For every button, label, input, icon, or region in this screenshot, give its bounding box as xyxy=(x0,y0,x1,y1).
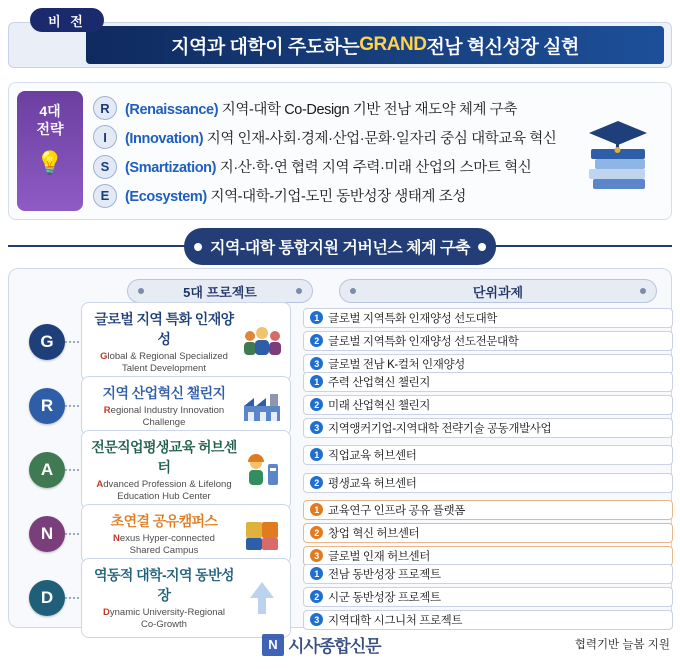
graduation-books-illustration xyxy=(573,105,663,201)
task-item[interactable] xyxy=(303,564,673,584)
connector-d xyxy=(65,597,79,599)
task-number: 1 xyxy=(310,448,323,461)
task-label: 글로벌 지역특화 인재양성 선도대학 xyxy=(328,312,498,325)
column-header-projects: 5대 프로젝트 xyxy=(127,279,313,303)
task-list-r xyxy=(303,372,673,441)
task-label: 지역앵커기업-지역대학 전략기술 공동개발사업 xyxy=(328,422,552,435)
project-sub2-g: Talent Development xyxy=(122,363,206,374)
project-title-n: 초연결 공유캠퍼스 xyxy=(110,513,218,530)
task-number: 2 xyxy=(310,476,323,489)
task-list-n xyxy=(303,500,673,569)
strategy-letter-s: S xyxy=(93,155,117,179)
project-row-r xyxy=(9,375,673,437)
project-sub1-n: exus Hyper-connected xyxy=(119,533,215,545)
project-sub-hl-n: N xyxy=(113,533,120,545)
project-sub2-a: Education Hub Center xyxy=(117,491,211,502)
task-item[interactable] xyxy=(303,546,673,566)
strategy-letter-r: R xyxy=(93,96,117,120)
project-row-n xyxy=(9,503,673,565)
task-list-a xyxy=(303,445,673,496)
project-title-r: 지역 산업혁신 챌린지 xyxy=(102,385,226,402)
task-number: 1 xyxy=(310,503,323,516)
footer-note: 협력기반 늘봄 지원 xyxy=(574,639,670,651)
strategy-kor-i: 지역 인재-사회·경제·산업·문화·일자리 중심 대학교육 혁신 xyxy=(203,130,557,147)
strategy-kor-e: 지역-대학-기업-도민 동반성장 생태계 조성 xyxy=(206,189,466,206)
watermark-text: 시사종합신문 xyxy=(288,637,381,656)
strategy-eng-e: (Ecosystem) xyxy=(125,189,207,206)
task-label: 시군 동반성장 프로젝트 xyxy=(328,591,441,604)
governance-title: 지역-대학 통합지원 거버넌스 체계 구축 xyxy=(184,228,496,265)
project-sub1-r: egional Industry Innovation xyxy=(110,405,225,417)
project-row-a xyxy=(9,439,673,501)
strategy-section xyxy=(8,82,672,220)
watermark xyxy=(262,632,381,657)
task-label: 지역대학 시그니처 프로젝트 xyxy=(328,614,463,627)
project-sub1-a: dvanced Profession & Lifelong xyxy=(103,479,232,491)
task-number: 2 xyxy=(310,590,323,603)
governance-title-bar xyxy=(8,228,672,264)
project-card-d[interactable] xyxy=(81,558,291,638)
task-item[interactable] xyxy=(303,610,673,630)
project-letter-a: A xyxy=(29,452,65,488)
project-title-d: 역동적 대학-지역 동반성장 xyxy=(94,567,234,604)
worker-icon xyxy=(240,450,284,490)
task-item[interactable] xyxy=(303,473,673,493)
strategy-item-s xyxy=(93,154,563,180)
task-number: 1 xyxy=(310,311,323,324)
strategy-label-line1: 4대 xyxy=(39,103,61,119)
project-sub-hl-d: D xyxy=(103,607,110,619)
project-row-d xyxy=(9,567,673,629)
vision-title-pre: 지역과 대학이 주도하는 xyxy=(171,36,360,58)
task-label: 글로벌 인재 허브센터 xyxy=(328,550,430,563)
connector-g xyxy=(65,341,79,343)
task-item[interactable] xyxy=(303,372,673,392)
strategy-kor-r: 지역-대학 Co-Design 기반 전남 재도약 체계 구축 xyxy=(218,101,517,118)
project-letter-g: G xyxy=(29,324,65,360)
strategy-item-e xyxy=(93,183,563,209)
vision-header xyxy=(8,8,672,70)
project-letter-d: D xyxy=(29,580,65,616)
lightbulb-icon: 💡 xyxy=(36,150,64,175)
puzzle-icon xyxy=(240,514,284,554)
project-sub2-d: Co-Growth xyxy=(141,619,187,630)
vision-title-accent: GRAND xyxy=(359,34,427,55)
project-row-g xyxy=(9,311,673,373)
project-card-g[interactable] xyxy=(81,302,291,382)
task-item[interactable] xyxy=(303,418,673,438)
strategy-label-line2: 전략 xyxy=(36,120,64,137)
project-sub1-g: lobal & Regional Specialized xyxy=(107,351,228,363)
task-list-g xyxy=(303,308,673,377)
growth-arrow-icon xyxy=(240,578,284,618)
connector-n xyxy=(65,533,79,535)
task-number: 3 xyxy=(310,357,323,370)
factory-icon xyxy=(240,386,284,426)
task-label: 미래 산업혁신 챌린지 xyxy=(328,399,430,412)
vision-title-post: 전남 혁신성장 실현 xyxy=(426,36,579,58)
task-number: 3 xyxy=(310,421,323,434)
task-number: 2 xyxy=(310,398,323,411)
project-letter-r: R xyxy=(29,388,65,424)
task-label: 전남 동반성장 프로젝트 xyxy=(328,568,441,581)
vision-badge: 비 전 xyxy=(30,8,104,32)
strategy-eng-s: (Smartization) xyxy=(125,160,217,177)
project-sub2-n: Shared Campus xyxy=(129,545,199,556)
task-item[interactable] xyxy=(303,331,673,351)
task-item[interactable] xyxy=(303,395,673,415)
watermark-logo-icon: N xyxy=(262,634,284,656)
strategy-letter-i: I xyxy=(93,125,117,149)
task-number: 2 xyxy=(310,334,323,347)
task-label: 평생교육 허브센터 xyxy=(328,477,417,490)
task-item[interactable] xyxy=(303,587,673,607)
strategy-list xyxy=(93,89,563,215)
task-item[interactable] xyxy=(303,523,673,543)
task-list-d xyxy=(303,564,673,633)
task-label: 글로벌 전남 K-컬처 인재양성 xyxy=(328,358,465,371)
project-sub-hl-a: A xyxy=(96,479,104,491)
project-sub1-d: ynamic University-Regional xyxy=(109,607,225,619)
task-item[interactable] xyxy=(303,354,673,374)
project-letter-n: N xyxy=(29,516,65,552)
connector-a xyxy=(65,469,79,471)
people-icon xyxy=(240,322,284,362)
project-rows xyxy=(9,311,673,631)
strategy-label xyxy=(17,91,83,211)
strategy-item-r xyxy=(93,95,563,121)
project-title-a: 전문직업평생교육 허브센터 xyxy=(91,439,237,476)
strategy-letter-e: E xyxy=(93,184,117,208)
task-label: 글로벌 지역특화 인재양성 선도전문대학 xyxy=(328,335,519,348)
strategy-item-i xyxy=(93,124,563,150)
task-number: 3 xyxy=(310,613,323,626)
vision-title xyxy=(86,26,664,64)
task-item[interactable] xyxy=(303,445,673,465)
project-sub-hl-g: G xyxy=(100,351,108,363)
project-sub2-r: Challenge xyxy=(142,417,186,428)
task-label: 교육연구 인프라 공유 플랫폼 xyxy=(328,504,465,517)
strategy-eng-r: (Renaissance) xyxy=(125,101,219,118)
connector-r xyxy=(65,405,79,407)
strategy-kor-s: 지·산·학·연 협력 지역 주력·미래 산업의 스마트 혁신 xyxy=(216,160,532,177)
task-item[interactable] xyxy=(303,500,673,520)
project-title-g: 글로벌 지역 특화 인재양성 xyxy=(94,311,234,348)
column-header-tasks: 단위과제 xyxy=(339,279,657,303)
strategy-eng-i: (Innovation) xyxy=(125,130,204,147)
task-number: 3 xyxy=(310,549,323,562)
project-card-a[interactable] xyxy=(81,430,291,510)
task-label: 주력 산업혁신 챌린지 xyxy=(328,376,430,389)
task-number: 1 xyxy=(310,567,323,580)
task-number: 2 xyxy=(310,526,323,539)
projects-panel xyxy=(8,268,672,628)
project-card-n[interactable] xyxy=(81,504,291,564)
task-label: 창업 혁신 허브센터 xyxy=(328,527,420,540)
task-label: 직업교육 허브센터 xyxy=(328,449,417,462)
task-number: 1 xyxy=(310,375,323,388)
project-sub-hl-r: R xyxy=(103,405,111,417)
project-card-r[interactable] xyxy=(81,376,291,436)
task-item[interactable] xyxy=(303,308,673,328)
